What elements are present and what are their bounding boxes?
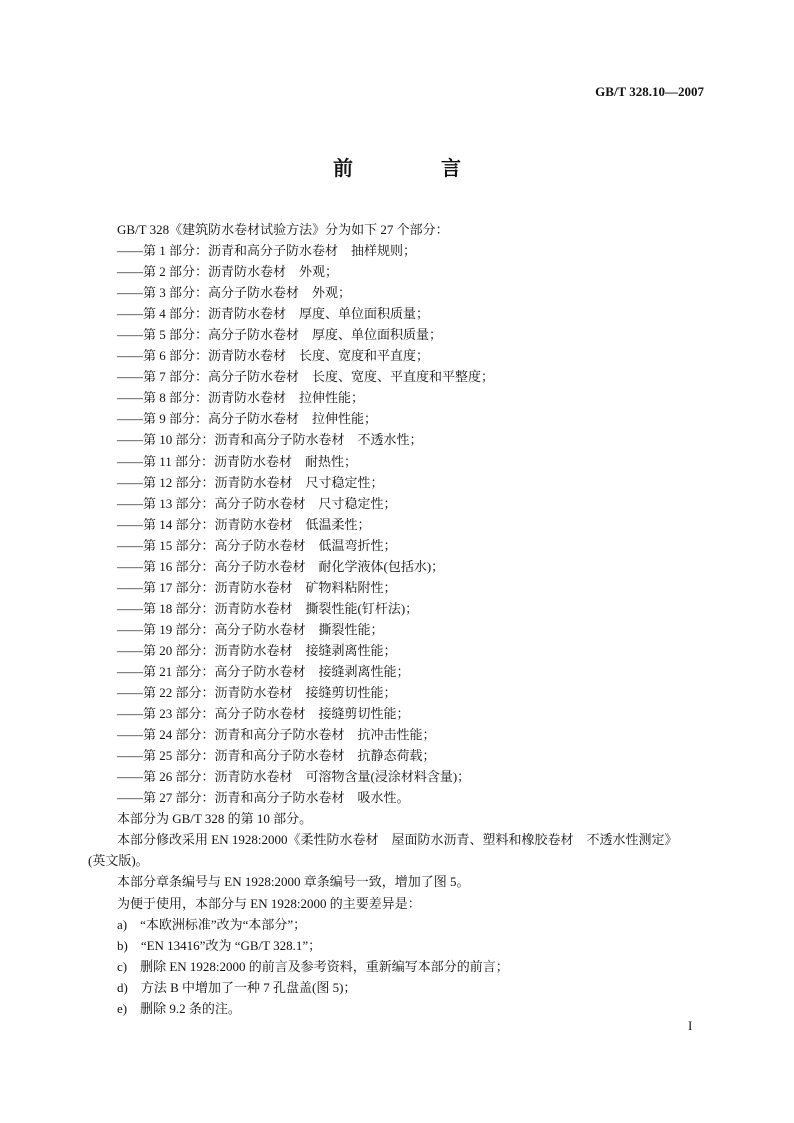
part-list-item: ——第 14 部分：沥青防水卷材 低温柔性； bbox=[117, 516, 371, 532]
part-list-item: ——第 12 部分：沥青防水卷材 尺寸稳定性； bbox=[117, 474, 384, 490]
intro-paragraph: GB/T 328《建筑防水卷材试验方法》分为如下 27 个部分： bbox=[117, 222, 449, 237]
part-list-item: ——第 19 部分：高分子防水卷材 撕裂性能； bbox=[117, 621, 384, 637]
part-list-item: ——第 23 部分：高分子防水卷材 接缝剪切性能； bbox=[117, 706, 410, 722]
part-list-item: ——第 27 部分：沥青和高分子防水卷材 吸水性。 bbox=[117, 790, 410, 806]
standard-number-header: GB/T 328.10—2007 bbox=[595, 84, 704, 99]
part-list-item: ——第 4 部分：沥青防水卷材 厚度、单位面积质量； bbox=[117, 306, 430, 322]
part-list-item: ——第 26 部分：沥青防水卷材 可溶物含量(浸涂材料含量)； bbox=[117, 769, 471, 785]
difference-list-item: e) 删除 9.2 条的注。 bbox=[117, 1000, 241, 1016]
paragraph-differences-intro: 为便于使用，本部分与 EN 1928:2000 的主要差异是： bbox=[117, 895, 421, 911]
part-list-item: ——第 18 部分：沥青防水卷材 撕裂性能(钉杆法)； bbox=[117, 600, 419, 616]
part-list-item: ——第 11 部分：沥青防水卷材 耐热性； bbox=[117, 453, 358, 469]
paragraph-adoption: 本部分修改采用 EN 1928:2000《柔性防水卷材 屋面防水沥青、塑料和橡胶卷材 不透水性测定》 bbox=[117, 832, 678, 848]
difference-list-item: d) 方法 B 中增加了一种 7 孔盘盖(图 5)； bbox=[117, 979, 357, 995]
part-list-item: ——第 13 部分：高分子防水卷材 尺寸稳定性； bbox=[117, 495, 397, 511]
part-list-item: ——第 9 部分：高分子防水卷材 拉伸性能； bbox=[117, 411, 378, 427]
foreword-body bbox=[88, 219, 713, 1019]
parts-list bbox=[88, 240, 713, 808]
difference-list-item: c) 删除 EN 1928:2000 的前言及参考资料，重新编写本部分的前言； bbox=[117, 958, 509, 974]
part-list-item: ——第 7 部分：高分子防水卷材 长度、宽度、平直度和平整度； bbox=[117, 369, 495, 385]
part-list-item: ——第 5 部分：高分子防水卷材 厚度、单位面积质量； bbox=[117, 327, 443, 343]
difference-list-item: a) “本欧洲标准”改为“本部分”； bbox=[117, 916, 307, 932]
part-list-item: ——第 25 部分：沥青和高分子防水卷材 抗静态荷载； bbox=[117, 748, 436, 764]
part-list-item: ——第 20 部分：沥青防水卷材 接缝剥离性能； bbox=[117, 642, 397, 658]
paragraph-part-number: 本部分为 GB/T 328 的第 10 部分。 bbox=[117, 811, 313, 827]
page-number: I bbox=[688, 1018, 693, 1033]
paragraph-adoption-cont: (英文版)。 bbox=[88, 853, 149, 869]
difference-list-item: b) “EN 13416”改为 “GB/T 328.1”； bbox=[117, 937, 322, 953]
part-list-item: ——第 21 部分：高分子防水卷材 接缝剥离性能； bbox=[117, 663, 410, 679]
part-list-item: ——第 22 部分：沥青防水卷材 接缝剪切性能； bbox=[117, 685, 397, 701]
part-list-item: ——第 1 部分：沥青和高分子防水卷材 抽样规则； bbox=[117, 243, 417, 259]
part-list-item: ——第 10 部分：沥青和高分子防水卷材 不透水性； bbox=[117, 432, 423, 448]
part-list-item: ——第 17 部分：沥青防水卷材 矿物料粘附性； bbox=[117, 579, 397, 595]
part-list-item: ——第 6 部分：沥青防水卷材 长度、宽度和平直度； bbox=[117, 348, 430, 364]
part-list-item: ——第 2 部分：沥青防水卷材 外观； bbox=[117, 264, 339, 280]
part-list-item: ——第 3 部分：高分子防水卷材 外观； bbox=[117, 285, 352, 301]
part-list-item: ——第 24 部分：沥青和高分子防水卷材 抗冲击性能； bbox=[117, 727, 436, 743]
differences-list bbox=[88, 914, 713, 1019]
part-list-item: ——第 16 部分：高分子防水卷材 耐化学液体(包括水)； bbox=[117, 558, 445, 574]
part-list-item: ——第 15 部分：高分子防水卷材 低温弯折性； bbox=[117, 537, 397, 553]
page-title: 前 言 bbox=[333, 158, 495, 180]
part-list-item: ——第 8 部分：沥青防水卷材 拉伸性能； bbox=[117, 390, 365, 406]
paragraph-numbering: 本部分章条编号与 EN 1928:2000 章条编号一致，增加了图 5。 bbox=[117, 874, 470, 890]
